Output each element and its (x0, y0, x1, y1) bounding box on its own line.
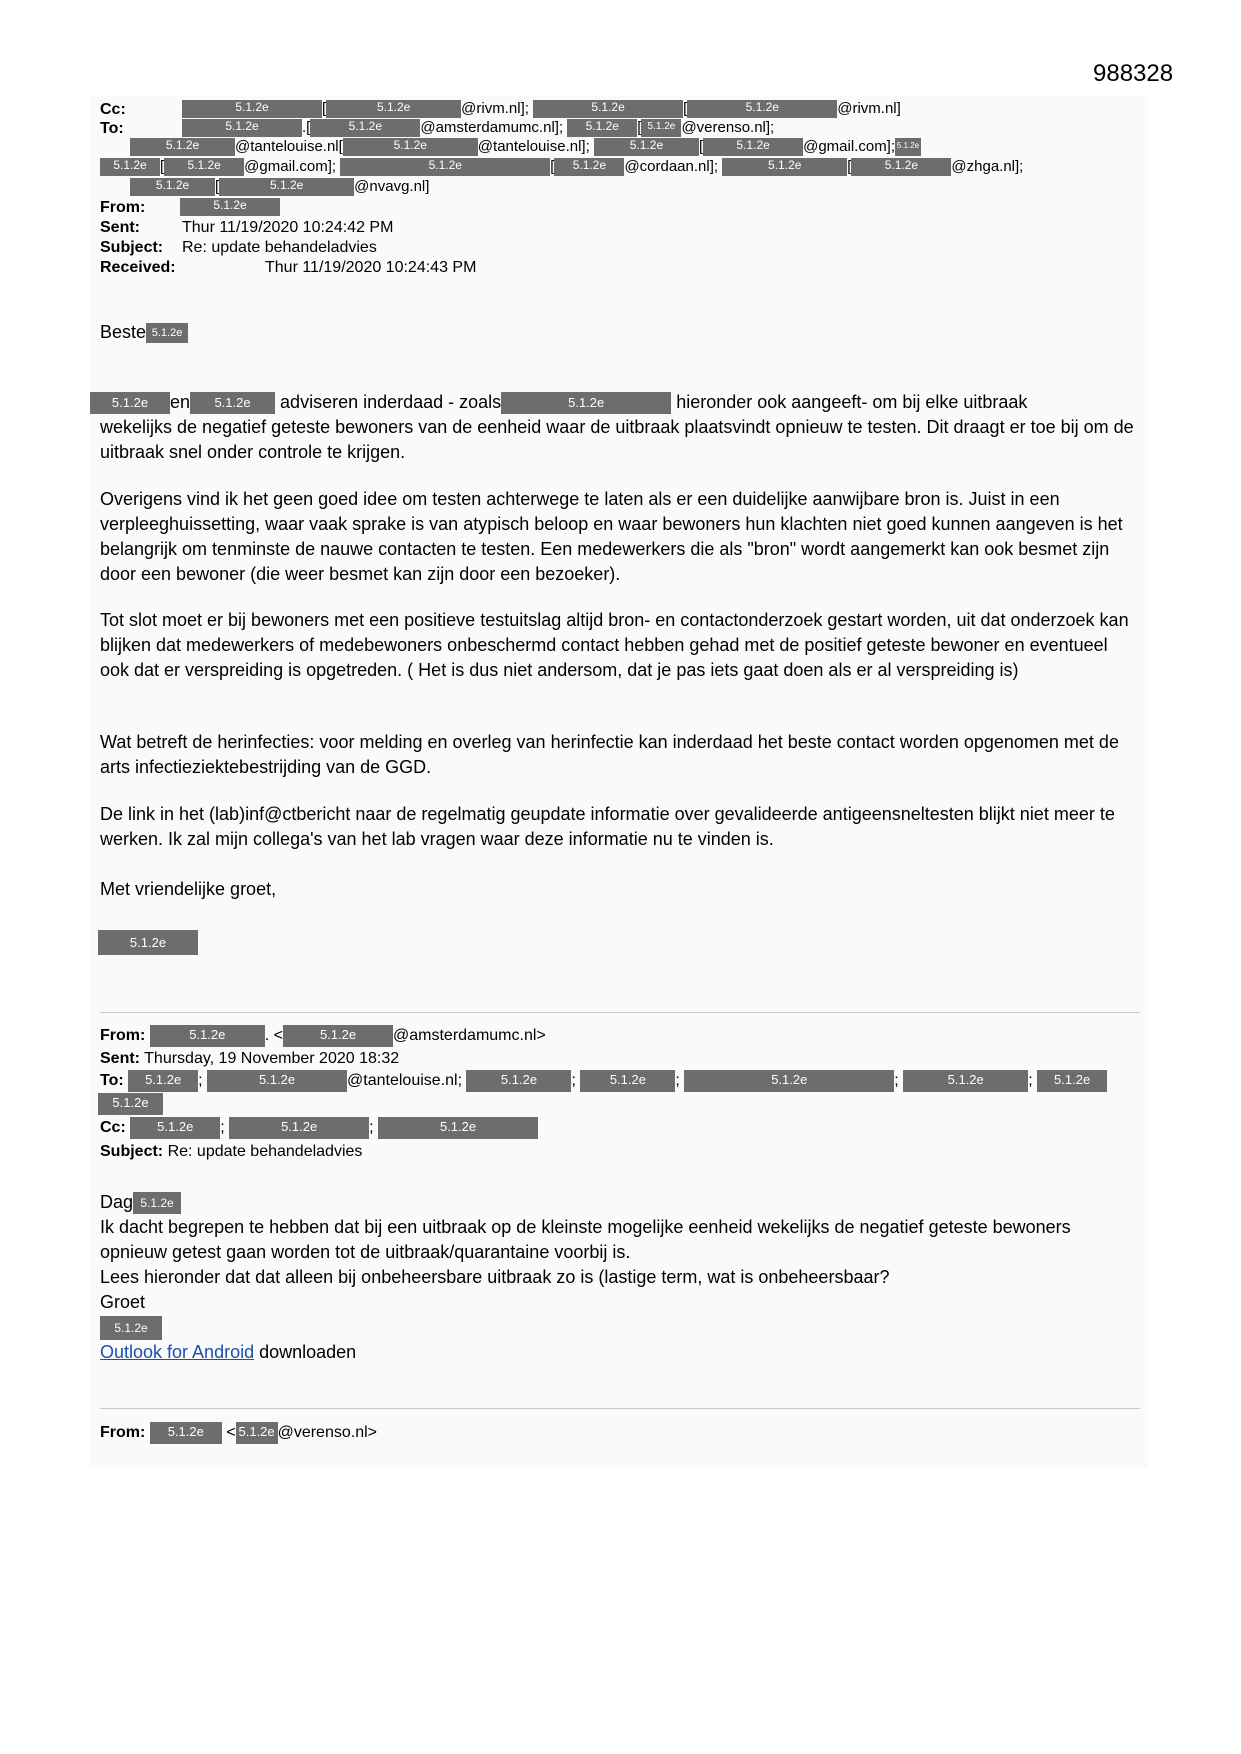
email2-cc-row: Cc: 5.1.2e ; 5.1.2e ; 5.1.2e (100, 1117, 538, 1139)
redaction: 5.1.2e (594, 138, 699, 156)
redaction: 5.1.2e (150, 1422, 222, 1444)
redaction: 5.1.2e (722, 158, 847, 176)
redaction: 5.1.2e (283, 1025, 393, 1047)
received-value: Thur 11/19/2020 10:24:43 PM (265, 259, 477, 276)
redaction: 5.1.2e (466, 1070, 571, 1092)
address-domain: @rivm.nl]; (461, 100, 529, 117)
redaction: 5.1.2e (903, 1070, 1028, 1092)
redaction: 5.1.2e (236, 1422, 278, 1444)
signature (98, 930, 198, 955)
redaction: 5.1.2e (182, 100, 322, 118)
redaction: 5.1.2e (687, 100, 837, 118)
redaction: 5.1.2e (340, 158, 550, 176)
redaction: 5.1.2e (128, 1070, 198, 1092)
to-line-4: 5.1.2e [ 5.1.2e @nvavg.nl] (130, 178, 429, 196)
redaction: 5.1.2e (326, 100, 461, 118)
redaction: 5.1.2e (501, 392, 671, 414)
redaction: 5.1.2e (378, 1117, 538, 1139)
paragraph-1: 5.1.2e en 5.1.2e adviseren inderdaad - zoals 5.1.2e hieronder ook aangeeft- om bij elke uitbraak wekelijks de negatief geteste bewoners van de eenheid waar de uitbraak plaatsvindt opnieuw te testen. Dit draagt er toe bij om de uitbraak snel onder controle te krijgen. (100, 390, 1140, 465)
address-domain: @zhga.nl]; (951, 158, 1024, 175)
from-row: From: (100, 199, 146, 216)
redaction: 5.1.2e (90, 392, 170, 414)
email2-sent-row: Sent: Thursday, 19 November 2020 18:32 (100, 1050, 400, 1067)
redaction: 5.1.2e (703, 138, 803, 156)
email2-to-row: To: 5.1.2e ; 5.1.2e @tantelouise.nl; 5.1.2e ; 5.1.2e ; 5.1.2e ; 5.1.2e ; 5.1.2e (100, 1070, 1107, 1092)
from-value (180, 198, 280, 216)
divider (100, 1408, 1140, 1409)
address-domain: @cordaan.nl]; (624, 158, 719, 175)
redaction: 5.1.2e (343, 138, 478, 156)
redaction: 5.1.2e (150, 1025, 265, 1047)
redaction: 5.1.2e (130, 138, 235, 156)
divider (100, 1012, 1140, 1013)
redaction: 5.1.2e (533, 100, 683, 118)
redaction: 5.1.2e (100, 158, 160, 176)
redaction: 5.1.2e (133, 1192, 181, 1214)
redaction: 5.1.2e (580, 1070, 675, 1092)
greeting: Beste 5.1.2e (100, 320, 1140, 345)
address-domain: @gmail.com]; (803, 138, 896, 155)
to-label: To: (100, 120, 124, 137)
paragraph-5: De link in het (lab)inf@ctbericht naar de regelmatig geupdate informatie over gevalideerde antigeensneltesten blijkt niet meer te werken. Ik zal mijn collega's van het lab vragen waar deze informatie nu te vinden is. (100, 804, 1115, 849)
cc-line-1: 5.1.2e [ 5.1.2e @rivm.nl]; 5.1.2e [ 5.1.2e @rivm.nl] (182, 100, 901, 118)
redaction: 5.1.2e (684, 1070, 894, 1092)
sent-value: Thur 11/19/2020 10:24:42 PM (182, 219, 394, 236)
email2-to-row-cont (98, 1093, 163, 1115)
paragraph-2: Overigens vind ik het geen goed idee om testen achterwege te laten als er een duidelijke aanwijbare bron is. Juist in een verpleeghuissetting, waar vaak sprake is van atypisch beloop en waar bewoners hun klachten niet goed kunnen aangeven is het belangrijk om tenminste de nauwe contacten te testen. Een medewerkers die als "bron" wordt aangemerkt kan ook besmet zijn door een bewoner (die weer besmet kan zijn door een bezoeker). (100, 489, 1123, 584)
address-domain: @gmail.com]; (244, 158, 337, 175)
redaction: 5.1.2e (98, 930, 198, 955)
redaction: 5.1.2e (567, 119, 637, 137)
redaction: 5.1.2e (180, 198, 280, 216)
address-domain: @rivm.nl] (837, 100, 901, 117)
address-domain: @verenso.nl]; (681, 119, 775, 136)
subject-row: Subject: (100, 239, 164, 256)
redaction: 5.1.2e (219, 178, 354, 196)
email2-body: Dag 5.1.2e Ik dacht begrepen te hebben dat bij een uitbraak op de kleinste mogelijke eenheid wekelijks de negatief geteste bewoners opnieuw getest gaan worden tot de uitbraak/quarantaine voorbij is. Lees hieronder dat dat alleen bij onbeheersbare uitbraak zo is (lastige term, wat is onbeheersbaar? Groet 5.1.2e Outlook for Android downloaden (100, 1192, 1071, 1363)
document-number: 988328 (1093, 60, 1174, 87)
redaction: 5.1.2e (310, 119, 420, 137)
address-domain: @amsterdamumc.nl]; (420, 119, 564, 136)
to-line-3: 5.1.2e [ 5.1.2e @gmail.com]; 5.1.2e [ 5.1.2e @cordaan.nl]; 5.1.2e [ 5.1.2e @zhga.nl]; (100, 158, 1023, 176)
redaction: 5.1.2e (130, 178, 215, 196)
email2-subject-row: Subject: Re: update behandeladvies (100, 1143, 363, 1160)
cc-label: Cc: (100, 101, 126, 118)
redaction: 5.1.2e (100, 1316, 162, 1340)
redaction: 5.1.2e (207, 1070, 347, 1092)
redaction: 5.1.2e (895, 138, 921, 156)
redaction: 5.1.2e (554, 158, 624, 176)
received-row: Received: (100, 259, 176, 276)
redaction: 5.1.2e (1037, 1070, 1107, 1092)
address-domain: @tantelouise.nl]; (477, 138, 590, 155)
redaction: 5.1.2e (98, 1093, 163, 1115)
redaction: 5.1.2e (190, 392, 275, 414)
redaction: 5.1.2e (641, 119, 681, 137)
redaction: 5.1.2e (164, 158, 244, 176)
paragraph-3: Tot slot moet er bij bewoners met een positieve testuitslag altijd bron- en contactonderzoek gestart worden, uit dat onderzoek kan blijken dat medewerkers of medebewoners onbeschermd contact hebben gehad met de positief geteste bewoner en eventueel ook dat er verspreiding is opgetreden. ( Het is dus niet andersom, dat je pas iets gaat doen als er al verspreiding is) (100, 610, 1129, 680)
closing: Met vriendelijke groet, (100, 879, 277, 899)
to-line-2: 5.1.2e @tantelouise.nl[ 5.1.2e @tantelouise.nl]; 5.1.2e [ 5.1.2e @gmail.com]; 5.1.2e (130, 138, 921, 156)
redaction: 5.1.2e (182, 119, 302, 137)
redaction: 5.1.2e (130, 1117, 220, 1139)
paragraph-4: Wat betreft de herinfecties: voor melding en overleg van herinfectie kan inderdaad het beste contact worden opgenomen met de arts infectieziektebestrijding van de GGD. (100, 732, 1119, 777)
redaction: 5.1.2e (229, 1117, 369, 1139)
redaction: 5.1.2e (851, 158, 951, 176)
address-domain: @tantelouise.nl[ (235, 138, 343, 155)
redaction: 5.1.2e (146, 323, 188, 343)
to-line-1: 5.1.2e .[ 5.1.2e @amsterdamumc.nl]; 5.1.2e [ 5.1.2e @verenso.nl]; (182, 119, 774, 137)
outlook-android-link[interactable]: Outlook for Android (100, 1342, 255, 1363)
email2-from-row: From: 5.1.2e . < 5.1.2e @amsterdamumc.nl> (100, 1025, 546, 1047)
email3-from-row: From: 5.1.2e < 5.1.2e @verenso.nl> (100, 1422, 377, 1444)
sent-row: Sent: (100, 219, 140, 236)
subject-value: Re: update behandeladvies (182, 239, 377, 256)
address-domain: @nvavg.nl] (354, 178, 430, 195)
